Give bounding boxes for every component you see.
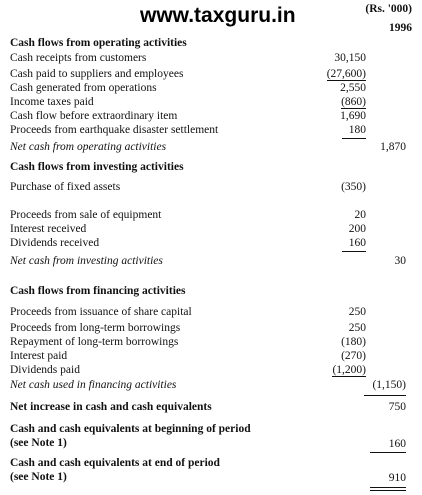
end-cash-note: (see Note 1) — [10, 471, 67, 483]
financing-row-value: (1,200) — [332, 364, 366, 376]
double-rule-bottom — [370, 490, 406, 491]
subtotal-rule — [342, 251, 366, 252]
investing-row-value: (350) — [341, 181, 366, 193]
investing-section-title: Cash flows from investing activities — [10, 161, 184, 173]
financing-row-label: Proceeds from issuance of share capital — [10, 306, 192, 318]
financing-row-label: Dividends paid — [10, 364, 80, 376]
investing-net-label: Net cash from investing activities — [10, 255, 163, 267]
financing-net-label: Net cash used in financing activities — [10, 379, 177, 391]
financing-net-value: (1,150) — [372, 379, 406, 391]
operating-row-value: 2,550 — [340, 82, 366, 94]
operating-row-label: Cash flow before extraordinary item — [10, 110, 178, 122]
investing-row-label: Purchase of fixed assets — [10, 181, 121, 193]
operating-row-value: 30,150 — [334, 52, 366, 64]
begin-cash-value: 160 — [388, 438, 406, 450]
operating-row-value: 1,690 — [340, 110, 366, 122]
investing-row-value: 200 — [348, 223, 366, 235]
subtotal-rule — [342, 138, 366, 139]
operating-row-value: 180 — [348, 124, 366, 136]
financing-section-title: Cash flows from financing activities — [10, 285, 186, 297]
double-rule-top — [370, 487, 406, 488]
operating-row-value: (27,600) — [326, 68, 366, 80]
end-cash-label: Cash and cash equivalents at end of period — [10, 457, 220, 469]
operating-row-label: Cash paid to suppliers and employees — [10, 68, 184, 80]
financing-row-value: 250 — [348, 306, 366, 318]
begin-cash-note: (see Note 1) — [10, 437, 67, 449]
financing-row-label: Repayment of long-term borrowings — [10, 336, 179, 348]
investing-row-label: Dividends received — [10, 237, 100, 249]
begin-cash-label: Cash and cash equivalents at beginning of period — [10, 423, 251, 435]
financing-row-value: (270) — [341, 350, 366, 362]
watermark: www.taxguru.in — [140, 4, 296, 27]
unit-header: (Rs. '000) — [365, 3, 412, 15]
net-increase-label: Net increase in cash and cash equivalents — [10, 401, 212, 413]
operating-row-label: Proceeds from earthquake disaster settlement — [10, 124, 219, 136]
total-rule — [364, 395, 406, 396]
operating-row-label: Cash generated from operations — [10, 82, 157, 94]
investing-row-label: Interest received — [10, 223, 87, 235]
investing-row-value: 20 — [354, 209, 366, 221]
financing-row-value: 250 — [348, 322, 366, 334]
operating-net-value: 1,870 — [380, 141, 406, 153]
investing-net-value: 30 — [394, 255, 406, 267]
net-increase-value: 750 — [388, 401, 406, 413]
total-rule — [370, 452, 406, 453]
financing-row-label: Interest paid — [10, 350, 68, 362]
financing-row-value: (180) — [341, 336, 366, 348]
operating-section-title: Cash flows from operating activities — [10, 37, 187, 49]
operating-row-label: Income taxes paid — [10, 96, 94, 108]
operating-net-label: Net cash from operating activities — [10, 141, 167, 153]
financing-row-label: Proceeds from long-term borrowings — [10, 322, 181, 334]
investing-row-label: Proceeds from sale of equipment — [10, 209, 162, 221]
year-header: 1996 — [389, 22, 412, 34]
operating-row-label: Cash receipts from customers — [10, 52, 147, 64]
investing-row-value: 160 — [348, 237, 366, 249]
operating-row-value: (860) — [341, 96, 366, 108]
end-cash-value: 910 — [388, 472, 406, 484]
